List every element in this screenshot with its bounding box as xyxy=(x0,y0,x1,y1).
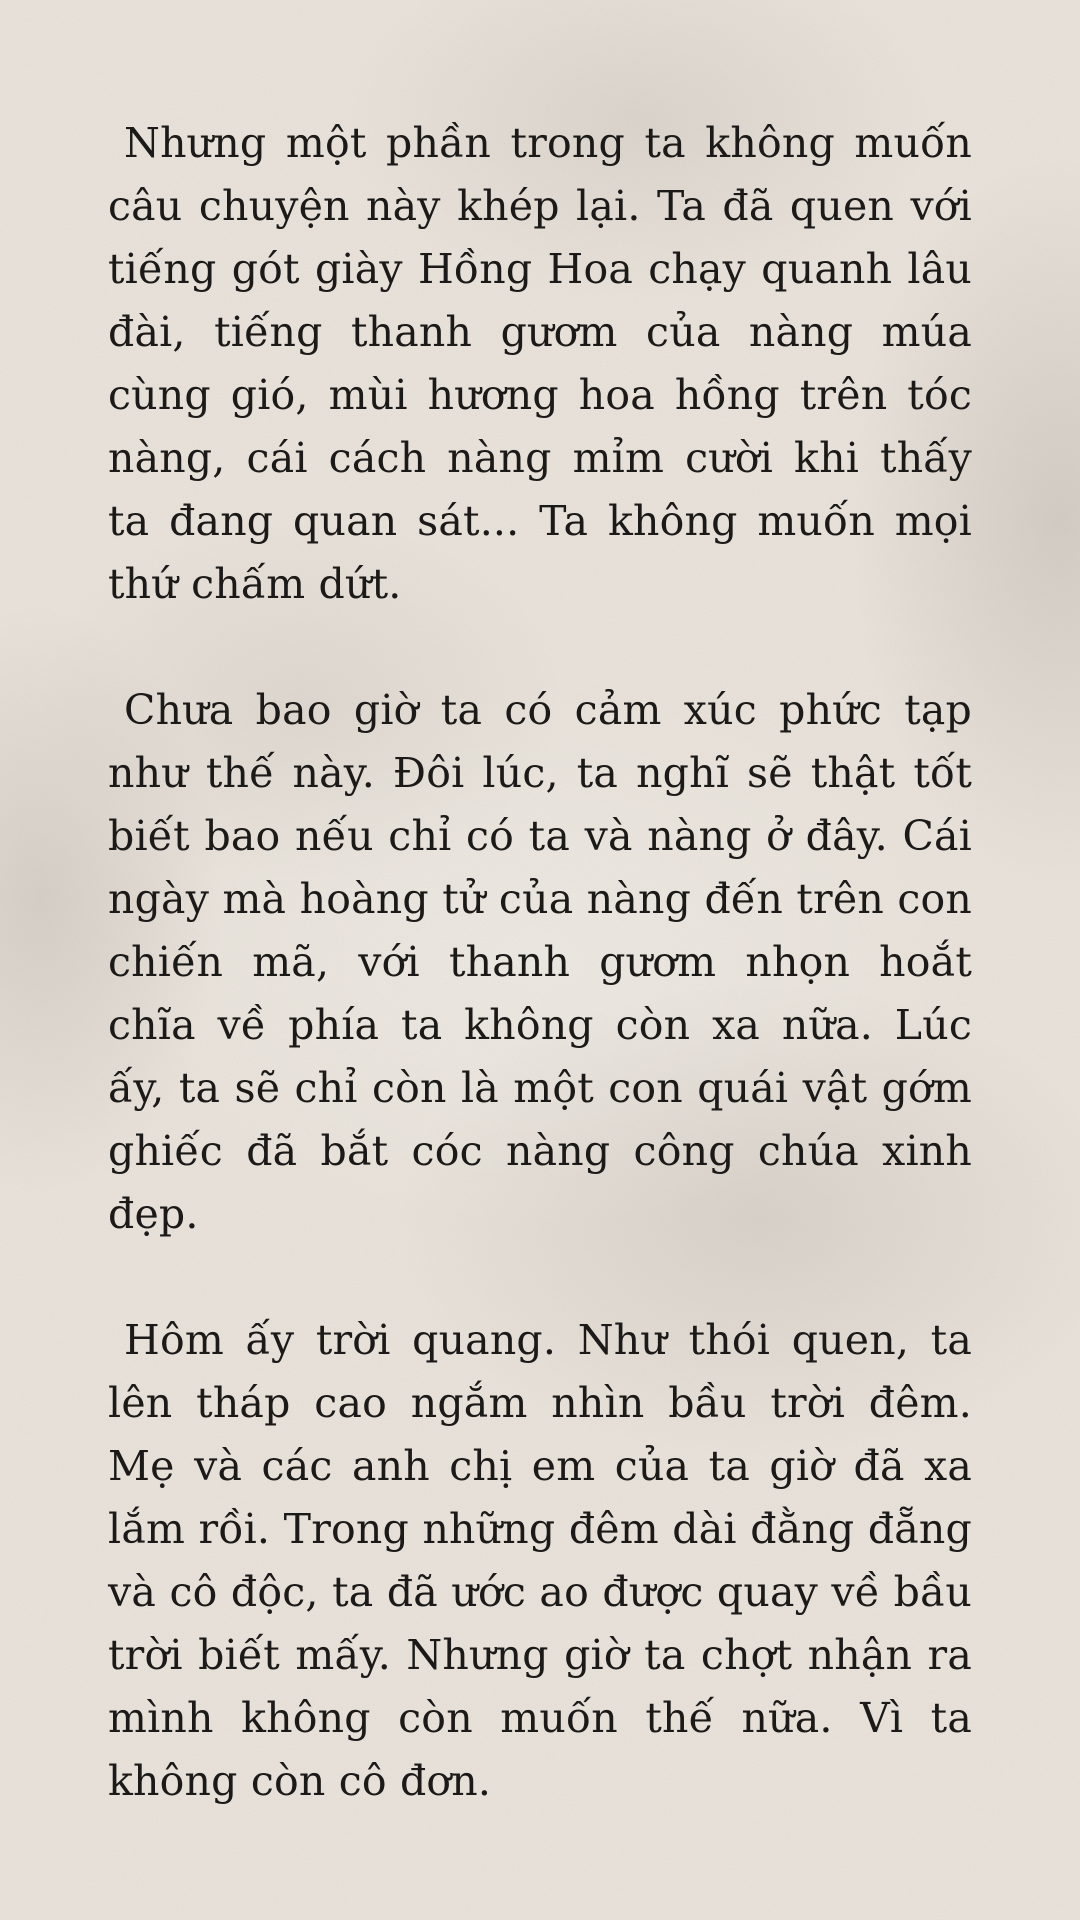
story-text xyxy=(108,112,972,1813)
paragraph-3: Hôm ấy trời quang. Như thói quen, ta lên tháp cao ngắm nhìn bầu trời đêm. Mẹ và các anh chị em của ta giờ đã xa lắm rồi. Trong những đêm dài đằng đẵng và cô độc, ta đã ước ao được quay về bầu trời biết mấy. Nhưng giờ ta chợt nhận ra mình không còn muốn thế nữa. Vì ta không còn cô đơn. xyxy=(108,1316,972,1805)
paragraph-2: Chưa bao giờ ta có cảm xúc phức tạp như thế này. Đôi lúc, ta nghĩ sẽ thật tốt biết bao nếu chỉ có ta và nàng ở đây. Cái ngày mà hoàng tử của nàng đến trên con chiến mã, với thanh gươm nhọn hoắt chĩa về phía ta không còn xa nữa. Lúc ấy, ta sẽ chỉ còn là một con quái vật gớm ghiếc đã bắt cóc nàng công chúa xinh đẹp. xyxy=(108,686,972,1238)
paragraph-1: Nhưng một phần trong ta không muốn câu chuyện này khép lại. Ta đã quen với tiếng gót giày Hồng Hoa chạy quanh lâu đài, tiếng thanh gươm của nàng múa cùng gió, mùi hương hoa hồng trên tóc nàng, cái cách nàng mỉm cười khi thấy ta đang quan sát... Ta không muốn mọi thứ chấm dứt. xyxy=(108,119,972,608)
